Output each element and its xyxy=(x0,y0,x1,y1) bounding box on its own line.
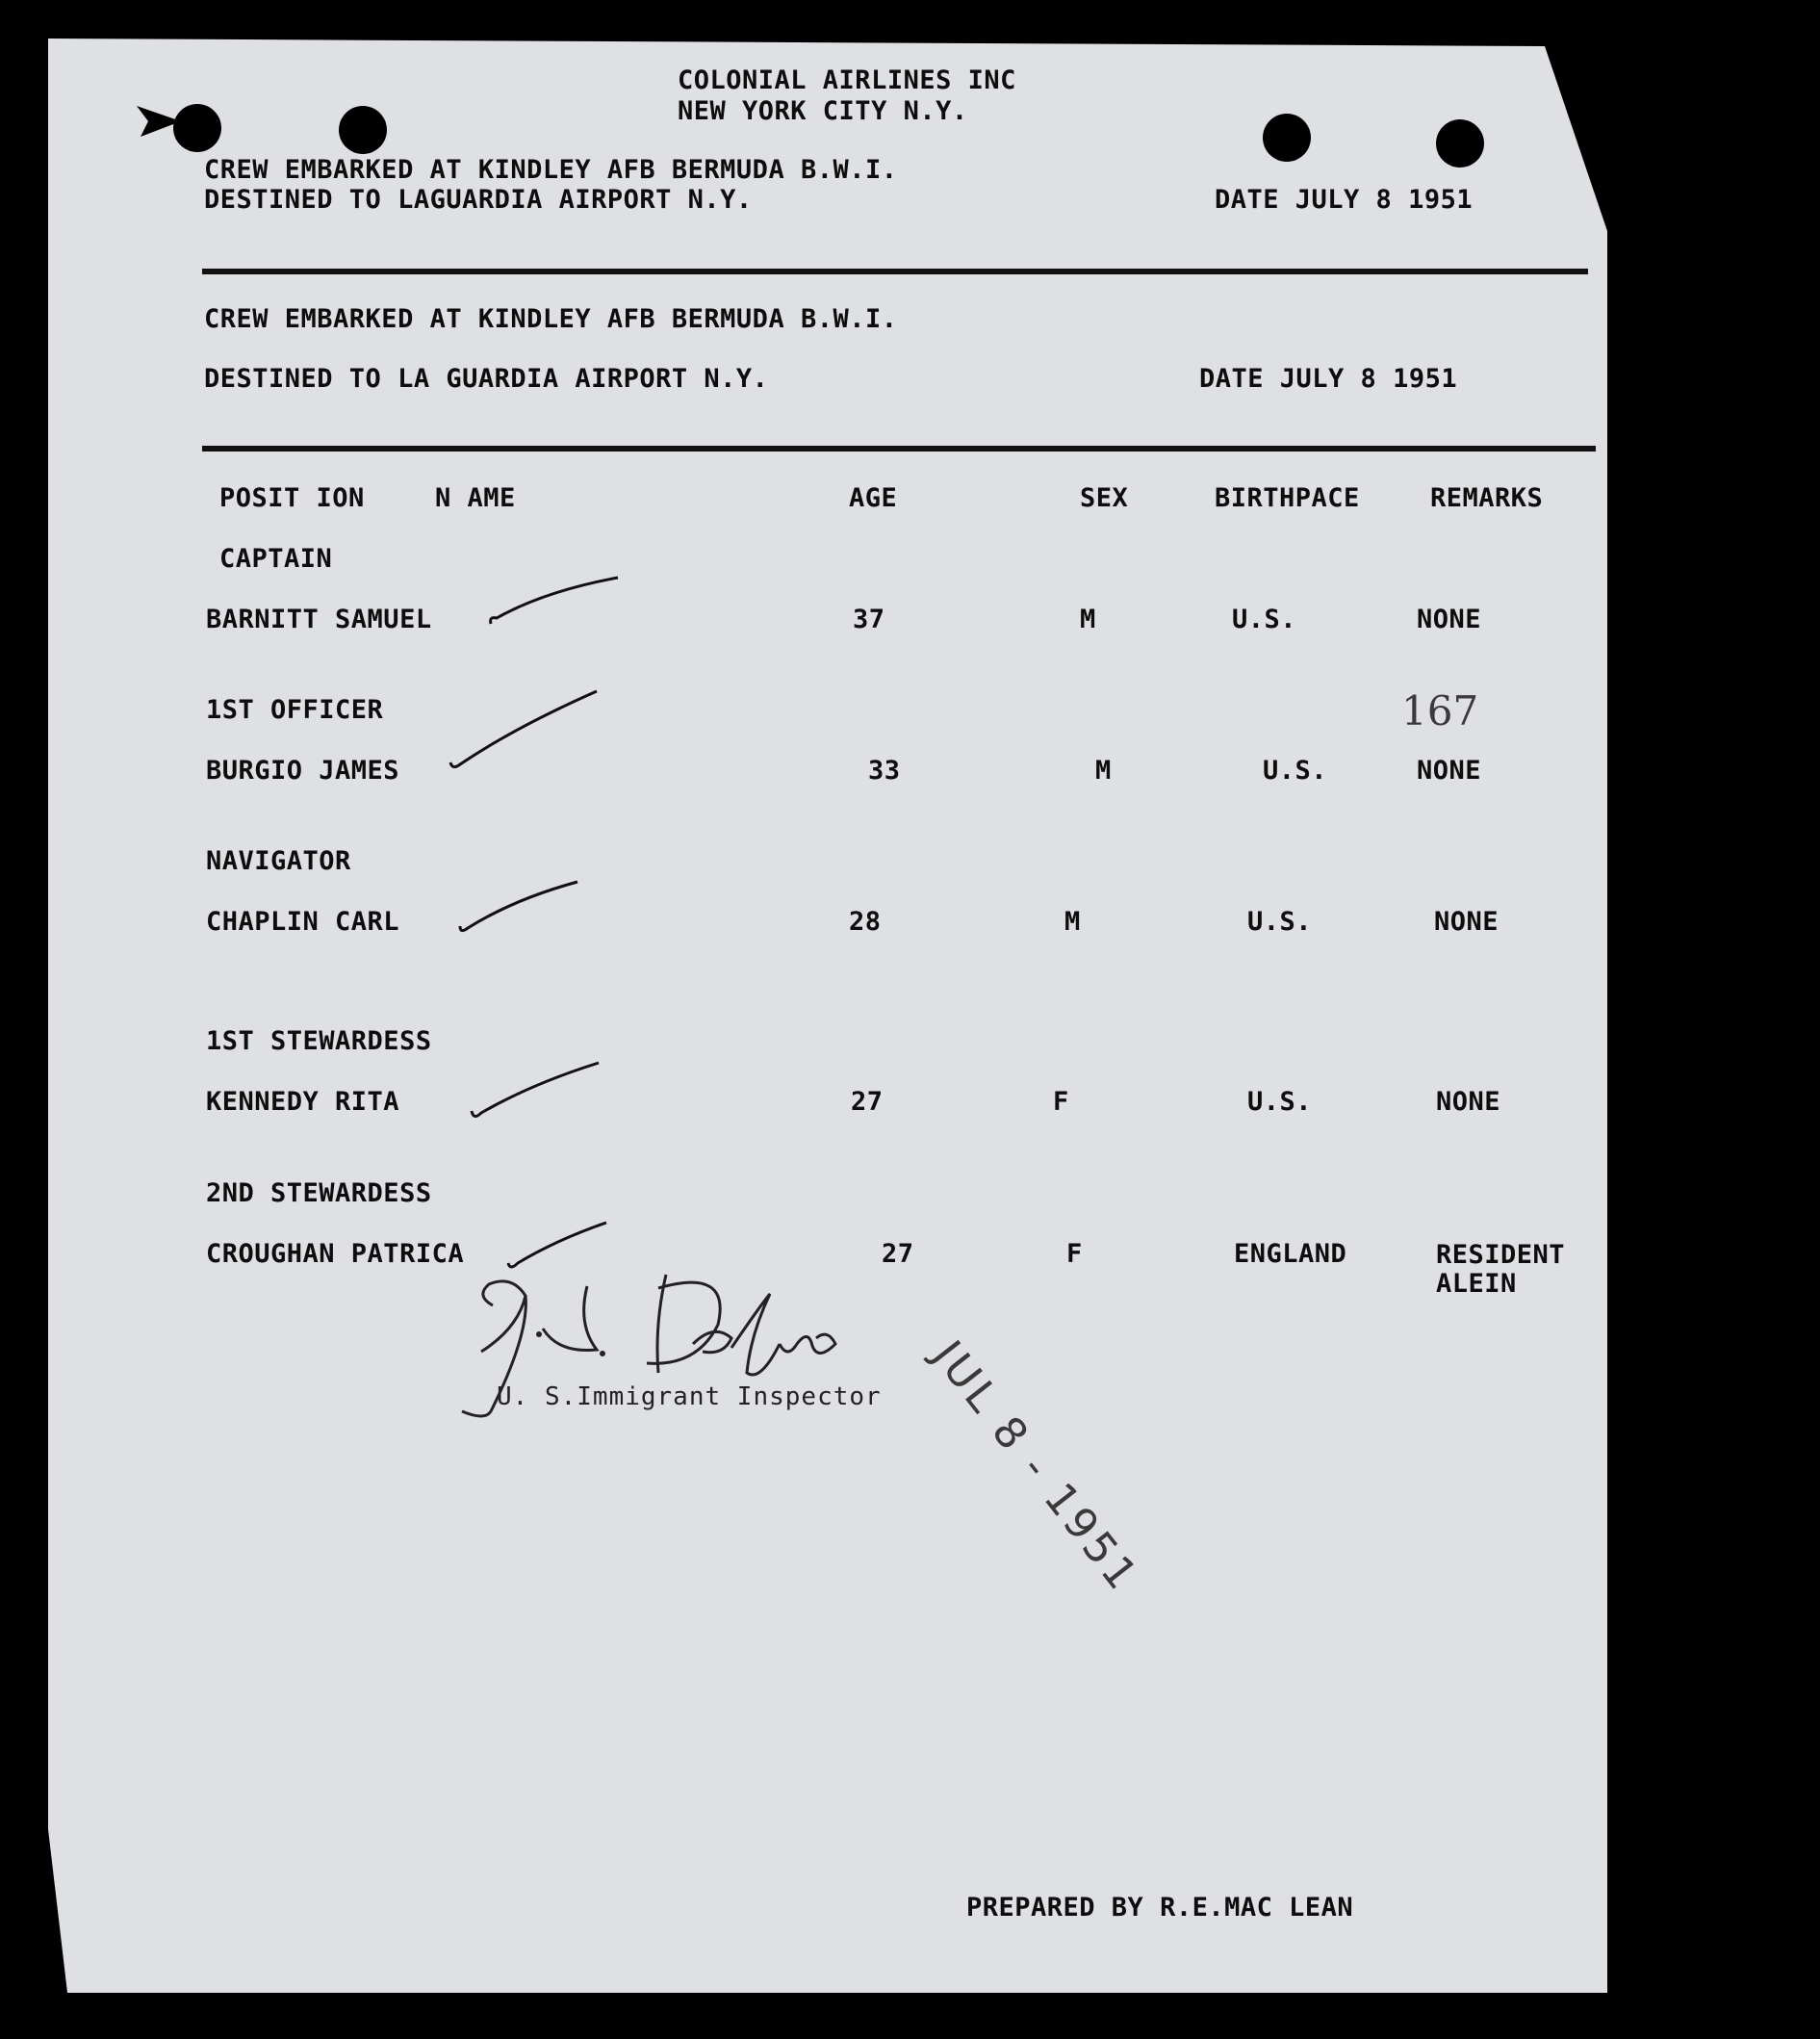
punch-hole-2 xyxy=(339,106,387,154)
crew-age: 33 xyxy=(868,756,901,786)
checkmark-icon xyxy=(487,574,622,632)
crew-sex: F xyxy=(1053,1087,1069,1117)
prepared-by: PREPARED BY R.E.MAC LEAN xyxy=(966,1893,1354,1923)
punch-hole-4 xyxy=(1436,119,1484,168)
crew-birthplace: U.S. xyxy=(1232,605,1297,634)
crew-position: 1ST STEWARDESS xyxy=(206,1026,432,1056)
crew-age: 37 xyxy=(853,605,885,634)
crew-age: 28 xyxy=(849,907,882,937)
column-header-position: POSIT ION xyxy=(219,483,365,513)
crew-position: 1ST OFFICER xyxy=(206,695,384,725)
crew-remarks: NONE xyxy=(1417,756,1482,786)
arrow-mark-icon xyxy=(135,102,192,141)
column-header-remarks: REMARKS xyxy=(1430,483,1544,513)
embarked-line-2: CREW EMBARKED AT KINDLEY AFB BERMUDA B.W.I. xyxy=(204,304,898,334)
crew-remarks: NONE xyxy=(1417,605,1482,634)
crew-remarks: RESIDENT ALEIN xyxy=(1436,1240,1566,1299)
crew-name: CHAPLIN CARL xyxy=(206,907,400,937)
crew-birthplace: U.S. xyxy=(1247,907,1313,937)
company-name: COLONIAL AIRLINES INC xyxy=(678,65,1016,95)
checkmark-icon xyxy=(447,689,601,772)
crew-sex: M xyxy=(1080,605,1096,634)
crew-birthplace: ENGLAND xyxy=(1234,1239,1347,1269)
column-header-name: N AME xyxy=(435,483,516,513)
crew-sex: M xyxy=(1095,756,1112,786)
embarked-line: CREW EMBARKED AT KINDLEY AFB BERMUDA B.W.I. xyxy=(204,155,898,185)
table-divider xyxy=(202,446,1596,452)
header-date: DATE JULY 8 1951 xyxy=(1215,185,1474,215)
crew-name: KENNEDY RITA xyxy=(206,1087,400,1117)
header-date-2: DATE JULY 8 1951 xyxy=(1199,364,1458,394)
crew-name: BURGIO JAMES xyxy=(206,756,400,786)
header-divider xyxy=(202,269,1588,274)
crew-position: NAVIGATOR xyxy=(206,846,351,876)
crew-position: 2ND STEWARDESS xyxy=(206,1178,432,1208)
date-stamp: JUL 8 - 1951 xyxy=(922,1331,1149,1602)
crew-age: 27 xyxy=(882,1239,914,1269)
crew-position: CAPTAIN xyxy=(219,544,333,574)
crew-age: 27 xyxy=(851,1087,884,1117)
checkmark-icon xyxy=(504,1219,610,1271)
crew-sex: F xyxy=(1066,1239,1083,1269)
column-header-age: AGE xyxy=(849,483,898,513)
checkmark-icon xyxy=(468,1059,602,1123)
destined-line: DESTINED TO LAGUARDIA AIRPORT N.Y. xyxy=(204,185,753,215)
punch-hole-3 xyxy=(1263,114,1311,162)
company-city: NEW YORK CITY N.Y. xyxy=(678,96,968,126)
column-header-birthplace: BIRTHPACE xyxy=(1215,483,1360,513)
crew-remarks: NONE xyxy=(1436,1087,1501,1117)
crew-name: CROUGHAN PATRICA xyxy=(206,1239,465,1269)
destined-line-2: DESTINED TO LA GUARDIA AIRPORT N.Y. xyxy=(204,364,769,394)
inspector-title: U. S.Immigrant Inspector xyxy=(497,1382,882,1411)
crew-birthplace: U.S. xyxy=(1247,1087,1313,1117)
crew-sex: M xyxy=(1064,907,1081,937)
crew-name: BARNITT SAMUEL xyxy=(206,605,432,634)
crew-remarks: NONE xyxy=(1434,907,1500,937)
column-header-sex: SEX xyxy=(1080,483,1129,513)
checkmark-icon xyxy=(456,878,581,936)
page-number-annotation: 167 xyxy=(1401,687,1479,735)
crew-birthplace: U.S. xyxy=(1263,756,1328,786)
